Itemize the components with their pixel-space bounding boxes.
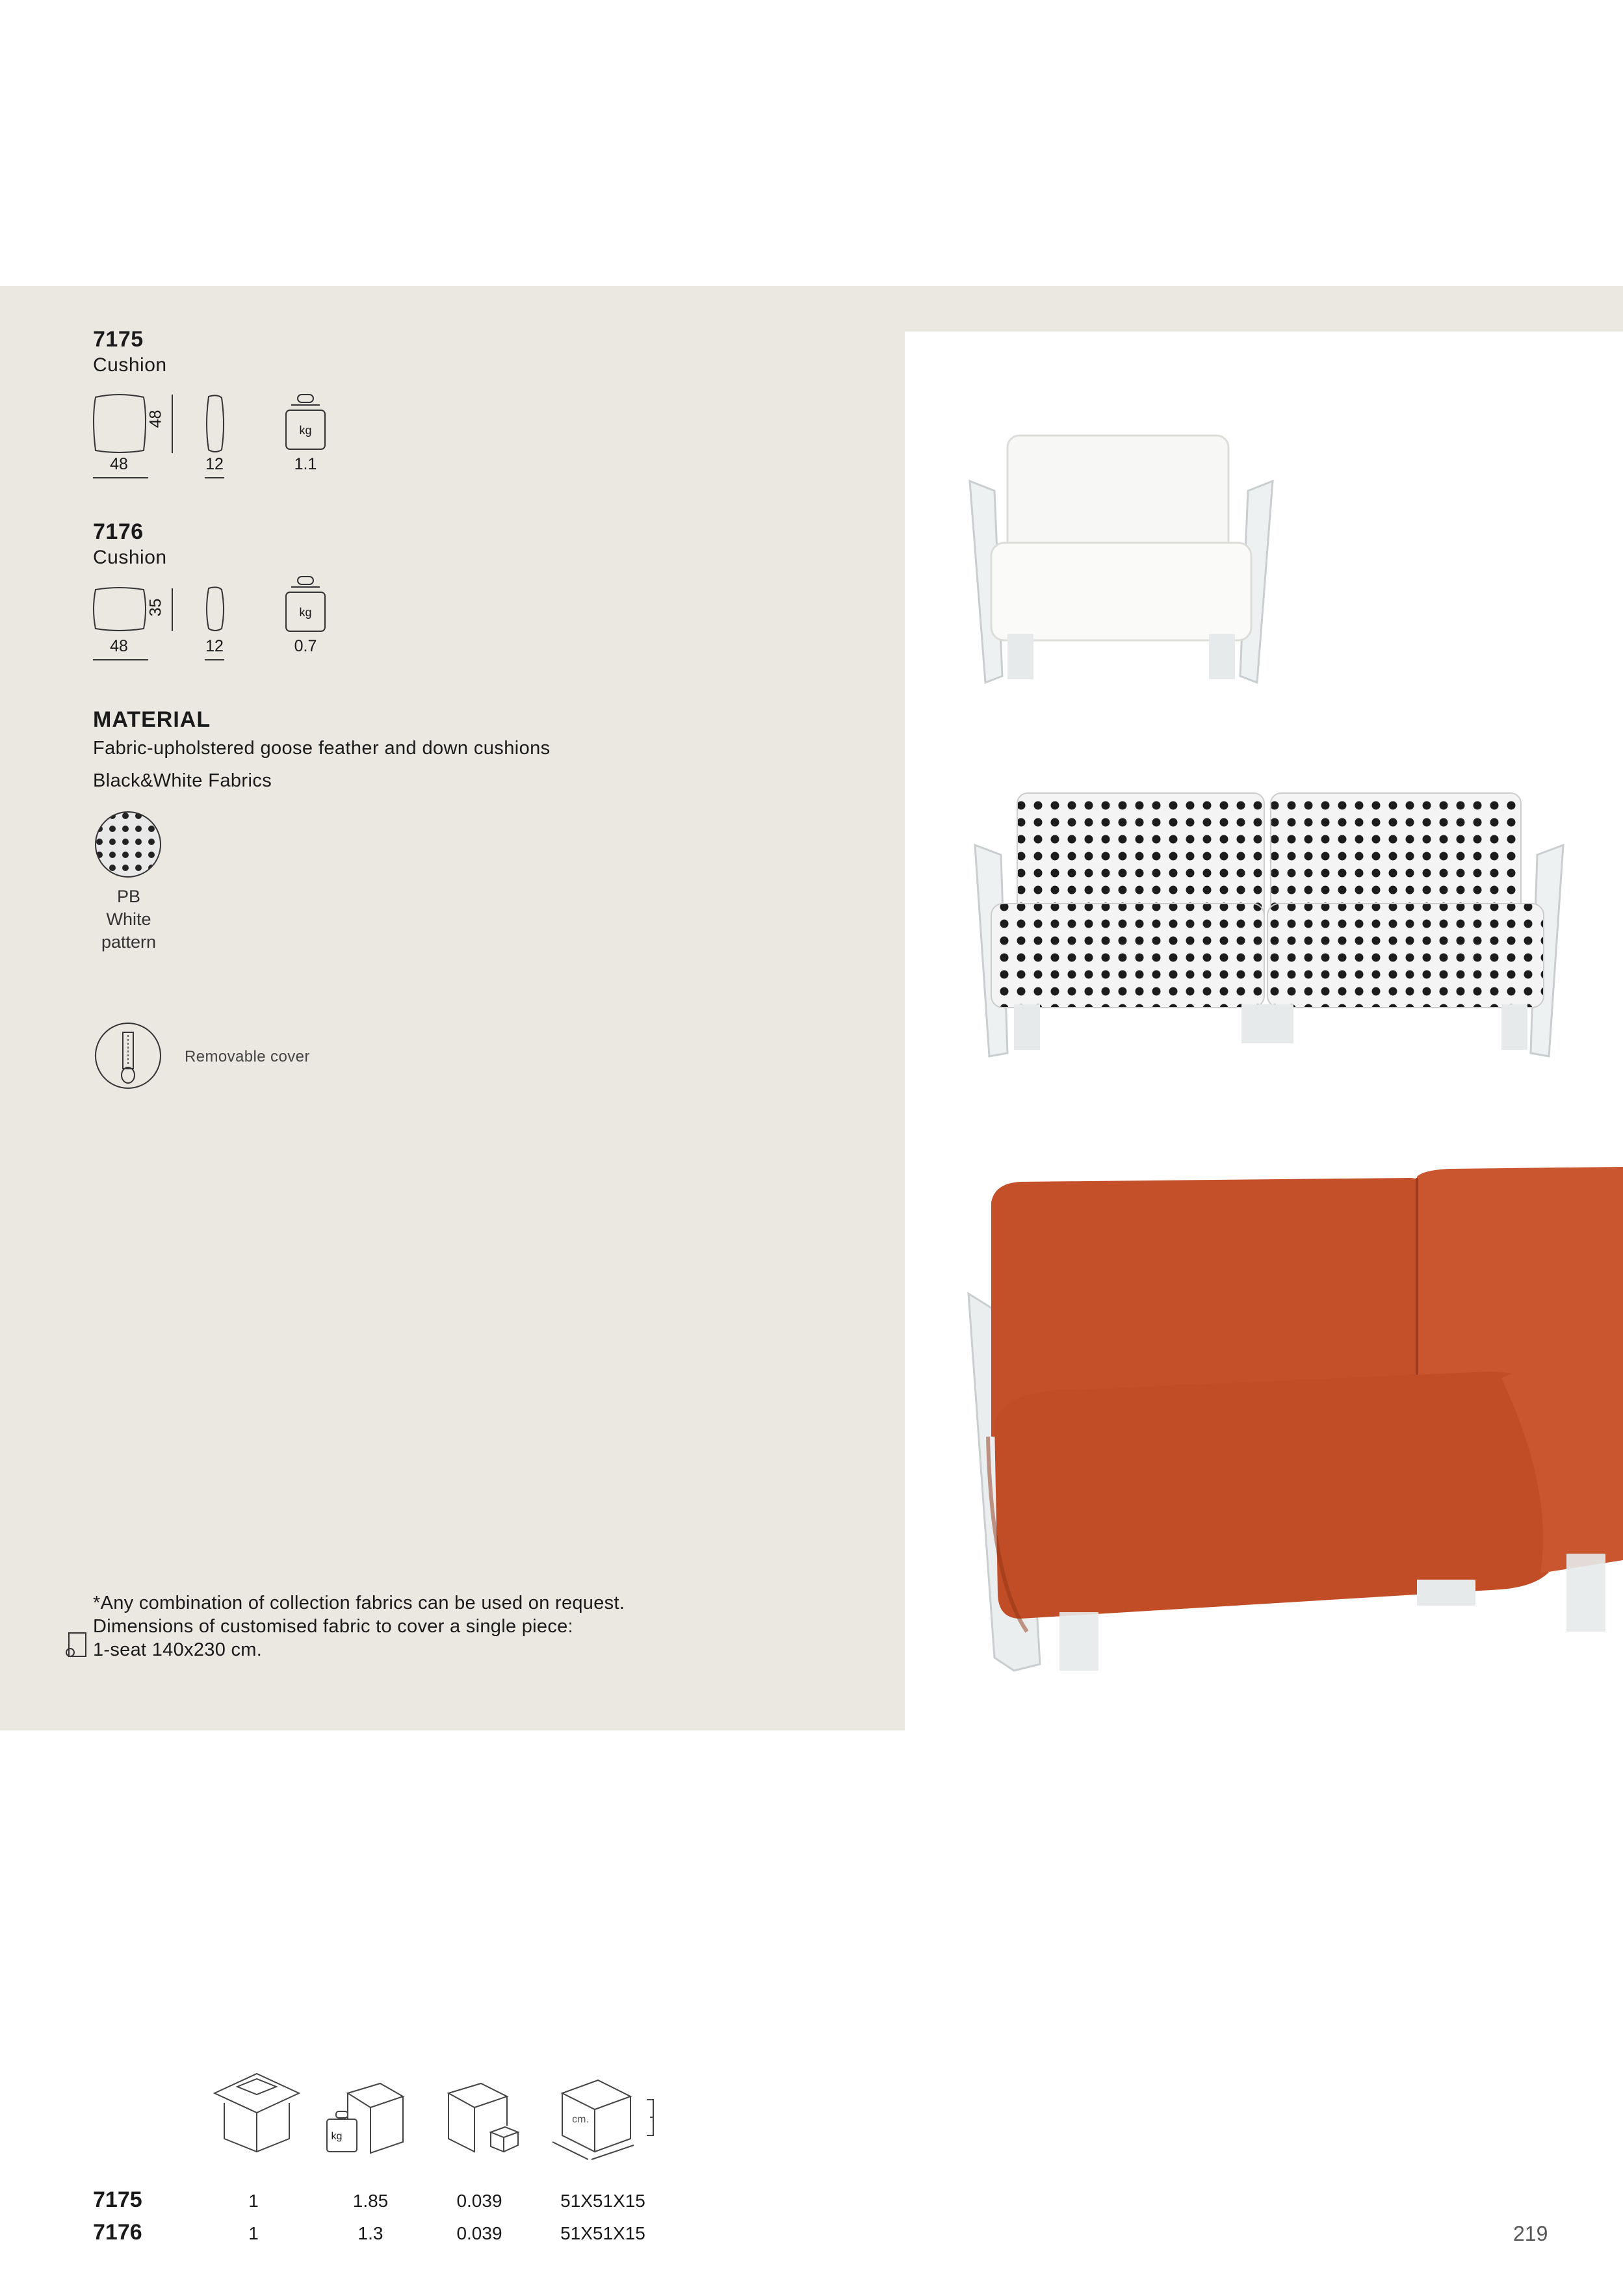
pkg-cm-label: cm. bbox=[572, 2114, 589, 2125]
table-row-code: 7175 bbox=[93, 2187, 142, 2212]
depth-value-7176: 12 bbox=[205, 637, 224, 655]
product-code-7176: 7176 bbox=[93, 519, 144, 544]
note-line-1: *Any combination of collection fabrics can be used on request. bbox=[93, 1593, 625, 1613]
kg-label: kg bbox=[299, 606, 312, 619]
swatch-pattern: pattern bbox=[101, 932, 157, 952]
removable-cover-label: Removable cover bbox=[185, 1048, 310, 1065]
armchair-white-photo bbox=[962, 429, 1280, 689]
width-value-7175: 48 bbox=[110, 455, 128, 473]
weight-icon bbox=[285, 393, 327, 452]
cushion-side-icon bbox=[203, 395, 229, 454]
table-cell-qty: 1 bbox=[248, 2191, 259, 2211]
depth-rule bbox=[205, 659, 224, 660]
height-value-7175: 48 bbox=[146, 410, 165, 428]
table-cell-volume: 0.039 bbox=[456, 2191, 502, 2211]
cushion-side-icon bbox=[203, 587, 229, 633]
material-description: Fabric-upholstered goose feather and down cushions bbox=[93, 738, 551, 759]
width-rule bbox=[93, 477, 148, 478]
weight-value-7176: 0.7 bbox=[294, 637, 317, 655]
table-cell-dims: 51X51X15 bbox=[560, 2223, 645, 2243]
page-number: 219 bbox=[1513, 2222, 1548, 2245]
fabric-swatch-pb[interactable] bbox=[93, 809, 164, 881]
fabric-roll-icon bbox=[64, 1630, 90, 1659]
note-line-3: 1-seat 140x230 cm. bbox=[93, 1639, 263, 1660]
sofa-dotted-photo bbox=[962, 780, 1576, 1060]
table-cell-qty: 1 bbox=[248, 2223, 259, 2243]
table-row-code: 7176 bbox=[93, 2220, 142, 2245]
product-code-7175: 7175 bbox=[93, 327, 144, 352]
kg-label: kg bbox=[299, 424, 312, 437]
package-weight-icon bbox=[322, 2080, 406, 2155]
cushion-front-icon bbox=[93, 393, 184, 455]
width-value-7176: 48 bbox=[110, 637, 128, 655]
table-cell-weight: 1.3 bbox=[357, 2223, 383, 2243]
swatch-color: White bbox=[106, 909, 151, 929]
depth-rule bbox=[205, 477, 224, 478]
cushion-front-icon bbox=[93, 587, 184, 633]
sofa-orange-photo bbox=[968, 1164, 1623, 1684]
zipper-icon bbox=[93, 1021, 164, 1092]
table-cell-weight: 1.85 bbox=[352, 2191, 389, 2211]
table-cell-dims: 51X51X15 bbox=[560, 2191, 645, 2211]
note-line-2: Dimensions of customised fabric to cover a single piece: bbox=[93, 1616, 573, 1637]
package-quantity-icon bbox=[208, 2067, 305, 2155]
product-name-7176: Cushion bbox=[93, 547, 167, 568]
depth-value-7175: 12 bbox=[205, 455, 224, 473]
product-name-7175: Cushion bbox=[93, 354, 167, 376]
package-volume-icon bbox=[445, 2080, 523, 2155]
height-value-7176: 35 bbox=[146, 598, 165, 617]
weight-icon bbox=[285, 575, 327, 634]
table-cell-volume: 0.039 bbox=[456, 2223, 502, 2243]
fabric-line: Black&White Fabrics bbox=[93, 770, 272, 791]
weight-value-7175: 1.1 bbox=[294, 455, 317, 473]
material-heading: MATERIAL bbox=[93, 707, 211, 732]
pkg-kg-label: kg bbox=[331, 2131, 343, 2142]
swatch-code: PB bbox=[116, 887, 141, 906]
width-rule bbox=[93, 659, 148, 660]
